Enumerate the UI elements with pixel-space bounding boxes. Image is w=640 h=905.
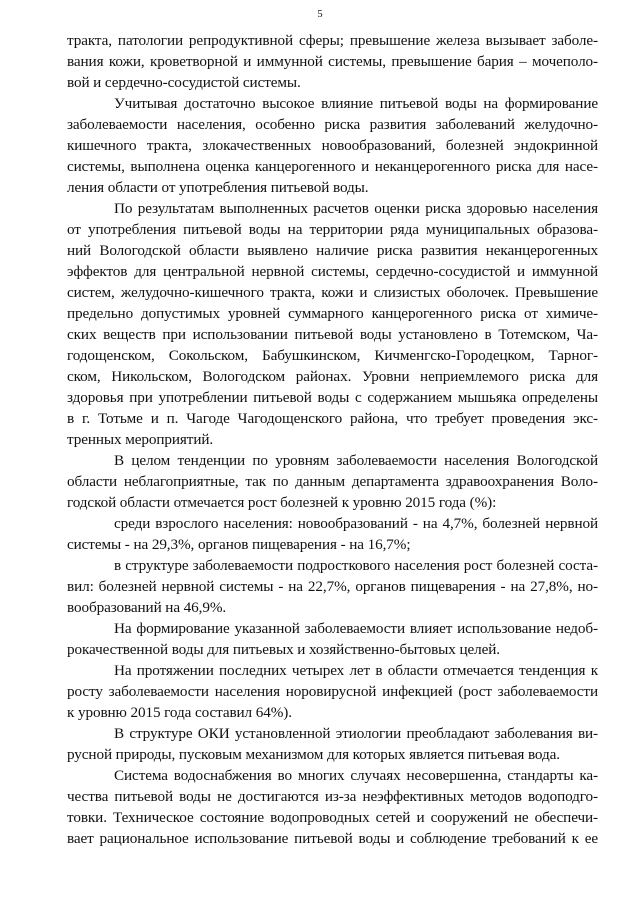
text-line: в г. Тотьме и п. Чагоде Чагодощенского района, что требует проведения экс- [67, 410, 598, 427]
text-line: области неблагоприятные, так по данным департамента здравоохранения Воло- [67, 473, 598, 490]
text-line: в структуре заболеваемости подросткового населения рост болезней соста- [114, 557, 598, 574]
text-line: к уровню 2015 года составил 64%). [67, 704, 292, 721]
paragraph [67, 765, 598, 849]
text-line: заболеваемости населения, особенно риска развития заболеваний желудочно- [67, 116, 598, 133]
paragraph [67, 93, 598, 198]
text-line: По результатам выполненных расчетов оценки риска здоровью населения [114, 200, 598, 217]
text-line: вает рациональное использование питьевой воды и соблюдение требований к ее [67, 830, 598, 847]
paragraph [67, 513, 598, 555]
paragraph [67, 618, 598, 660]
text-line: Учитывая достаточно высокое влияние питьевой воды на формирование [114, 95, 598, 112]
text-line: годской области отмечается рост болезней к уровню 2015 года (%): [67, 494, 497, 511]
text-line: ний Вологодской области выявлено наличие риска развития неканцерогенных [67, 242, 598, 259]
text-line: ском, Никольском, Вологодском районах. Уровни неприемлемого риска для [67, 368, 598, 385]
text-line: вил: болезней нервной системы - на 22,7%, органов пищеварения - на 27,8%, но- [67, 578, 598, 595]
page-number: 5 [317, 9, 323, 20]
text-line: предельно допустимых уровней суммарного канцерогенного риска от химиче- [67, 305, 598, 322]
text-line: вой и сердечно-сосудистой системы. [67, 74, 301, 91]
text-line: вообразований на 46,9%. [67, 599, 227, 616]
text-line: На формирование указанной заболеваемости влияет использование недоб- [114, 620, 598, 637]
text-line: ления области от употребления питьевой воды. [67, 179, 369, 196]
paragraph [67, 450, 598, 513]
text-line: годощенском, Сокольском, Бабушкинском, Кичменгско-Городецком, Тарног- [67, 347, 598, 364]
paragraph [67, 555, 598, 618]
text-line: русной природы, пусковым механизмом для которых является питьевая вода. [67, 746, 560, 763]
text-line: ских веществ при использовании питьевой воды установлено в Тотемском, Ча- [67, 326, 598, 343]
text-line: Система водоснабжения во многих случаях несовершенна, стандарты ка- [114, 767, 598, 784]
text-line: системы - на 29,3%, органов пищеварения - на 16,7%; [67, 536, 411, 553]
paragraph [67, 30, 598, 93]
paragraph [67, 723, 598, 765]
text-line: вания кожи, кроветворной и иммунной системы, превышение бария – мочеполо- [67, 53, 598, 70]
text-line: тракта, патологии репродуктивной сферы; превышение железа вызывает заболе- [67, 32, 598, 49]
text-line: В целом тенденции по уровням заболеваемости населения Вологодской [114, 452, 598, 469]
text-line: тренных мероприятий. [67, 431, 214, 448]
text-line: среди взрослого населения: новообразований - на 4,7%, болезней нервной [114, 515, 598, 532]
text-line: системы, выполнена оценка канцерогенного и неканцерогенного риска для насе- [67, 158, 598, 175]
text-line: товки. Техническое состояние водопроводных сетей и сооружений не обеспечи- [67, 809, 598, 826]
text-line: В структуре ОКИ установленной этиологии преобладают заболевания ви- [114, 725, 598, 742]
text-line: от употребления питьевой воды на территории ряда муниципальных образова- [67, 221, 598, 238]
text-line: систем, желудочно-кишечного тракта, кожи и слизистых оболочек. Превышение [67, 284, 598, 301]
paragraph [67, 660, 598, 723]
text-line: кишечного тракта, злокачественных новообразований, болезней эндокринной [67, 137, 598, 154]
text-line: На протяжении последних четырех лет в области отмечается тенденция к [114, 662, 598, 679]
text-line: здоровья при употреблении питьевой воды с содержанием мышьяка определены [67, 389, 598, 406]
paragraph [67, 198, 598, 450]
text-line: рокачественной воды для питьевых и хозяйственно-бытовых целей. [67, 641, 500, 658]
text-line: эффектов для центральной нервной системы, сердечно-сосудистой и иммунной [67, 263, 598, 280]
document-body [67, 30, 598, 849]
text-line: росту заболеваемости населения норовирусной инфекцией (рост заболеваемости [67, 683, 598, 700]
text-line: чества питьевой воды не достигаются из-за неэффективных методов водоподго- [67, 788, 598, 805]
